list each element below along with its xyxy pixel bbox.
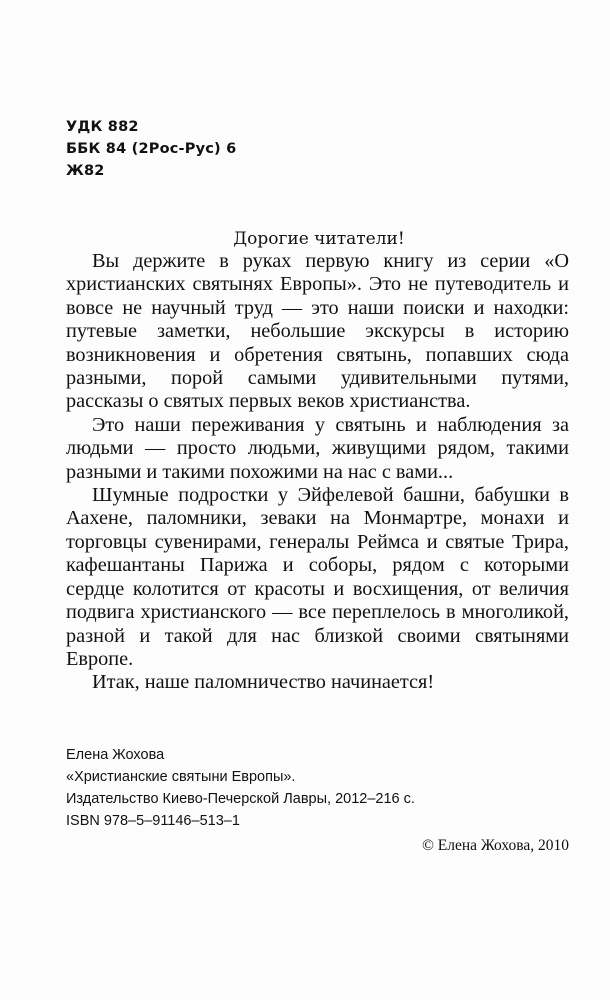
imprint-isbn: ISBN 978–5–91146–513–1 [66, 813, 240, 829]
preface-salutation: Дорогие читатели! [233, 229, 405, 249]
preface-paragraph: Итак, наше паломничество начинается! [92, 671, 435, 694]
classification-codes [66, 116, 236, 182]
imprint-author: Елена Жохова [66, 747, 165, 763]
author-mark: Ж82 [66, 163, 105, 179]
preface-paragraph: Шумные подростки у Эйфелевой башни, бабушки в Аахене, паломники, зеваки на Монмартре, монахи и торговцы сувенирами, генералы Реймса и святые Трира, кафешантаны Парижа и соборы, рядом с которыми сердце колотится от красоты и восхищения, от величия подвига христианского — все переплелось в многоликой, разной и такой для нас близкой своими святынями Европе. [66, 484, 569, 670]
imprint-publisher: Издательство Киево-Печерской Лавры, 2012–216 с. [66, 791, 415, 807]
udk-code: УДК 882 [66, 119, 139, 135]
imprint-title: «Христианские святыни Европы». [66, 769, 296, 785]
bibliographic-imprint [66, 744, 415, 832]
copyright-notice: © Елена Жохова, 2010 [422, 837, 569, 854]
preface-paragraph: Это наши переживания у святынь и наблюдения за людьми — просто людьми, живущими рядом, такими разными и такими похожими на нас с вами... [66, 413, 569, 483]
preface-body [66, 250, 569, 695]
bbk-code: ББК 84 (2Рос-Рус) 6 [66, 141, 237, 157]
preface-paragraph: Вы держите в руках первую книгу из серии «О христианских святынях Европы». Это не путеводитель и вовсе не научный труд — это наши поиски и находки: путевые заметки, небольшие экскурсы в историю возникновения и обретения святынь, попавших сюда разными, порой самыми удивительными путями, рассказы о святых первых веков христианства. [66, 250, 569, 413]
